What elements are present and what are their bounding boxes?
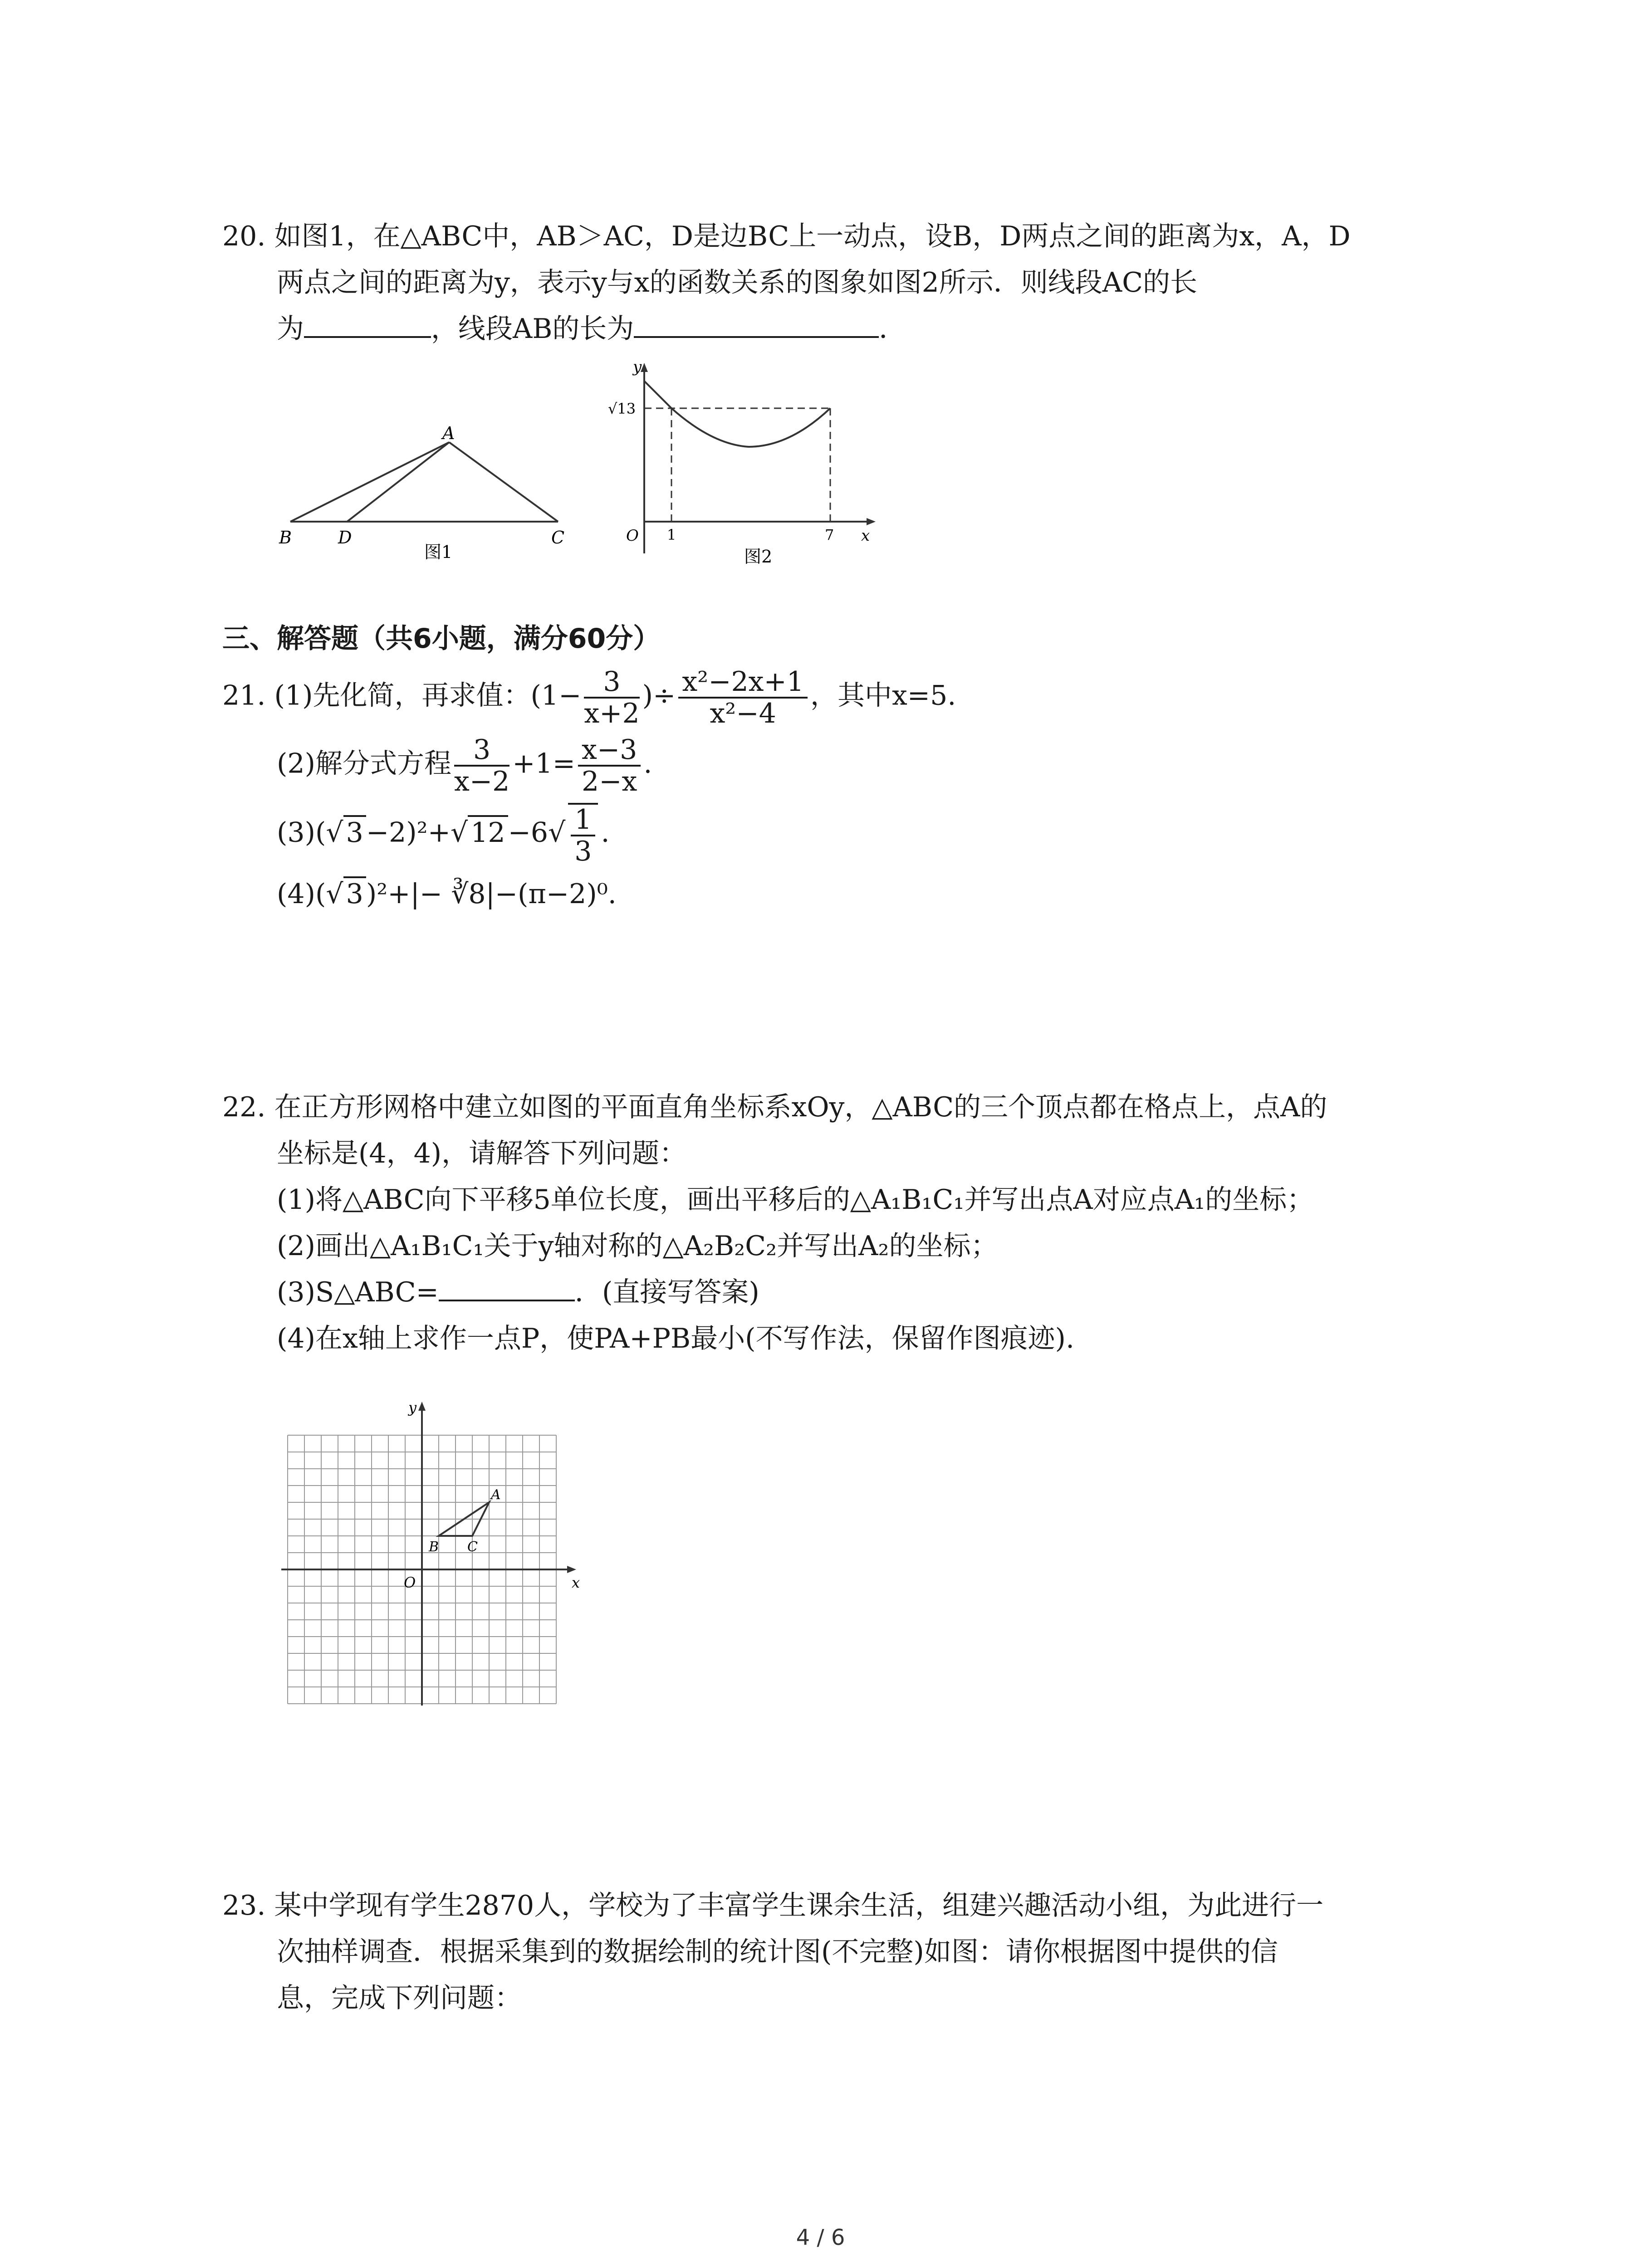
q23-line3: 息，完成下列问题： bbox=[277, 1982, 522, 2014]
q22-line5-suffix: ．(直接写答案) bbox=[574, 1276, 759, 1308]
fig2-label-x: x bbox=[861, 527, 870, 545]
denominator: 3 bbox=[574, 836, 592, 867]
q22-line6: (4)在x轴上求作一点P，使PA+PB最小(不写作法，保留作图痕迹). bbox=[277, 1323, 1075, 1354]
q23-line2: 次抽样调查．根据采集到的数据绘制的统计图(不完整)如图：请你根据图中提供的信 bbox=[277, 1936, 1278, 1968]
fig1-label-d: D bbox=[338, 528, 352, 547]
q22-line5-prefix: (3)S△ABC= bbox=[277, 1276, 439, 1308]
grid-label-b: B bbox=[429, 1539, 439, 1555]
numerator: x²−2x+1 bbox=[678, 667, 808, 699]
grid-label-x: x bbox=[572, 1574, 580, 1591]
q21-frac-x-minus-3 bbox=[578, 735, 641, 797]
q22-line1: 22. 在正方形网格中建立如图的平面直角坐标系xOy，△ABC的三个顶点都在格点上，点A的 bbox=[222, 1091, 1327, 1123]
q21-part3-mid1: −2)²+ bbox=[366, 816, 451, 849]
q22-line2: 坐标是(4，4)，请解答下列问题： bbox=[277, 1138, 687, 1169]
question-21 bbox=[222, 667, 1447, 917]
denominator: x²−4 bbox=[710, 698, 776, 729]
fig1-label-b: B bbox=[279, 528, 292, 547]
page-number: 4 / 6 bbox=[796, 2225, 845, 2250]
q21-part2-prefix: (2)解分式方程 bbox=[277, 748, 451, 780]
question-22 bbox=[222, 1084, 1447, 1362]
radicand-3: 3 bbox=[343, 815, 366, 849]
q20-line3a: 为 bbox=[277, 313, 304, 345]
fig1-label-c: C bbox=[551, 528, 565, 547]
q21-part4: (4)(√ 3 )²+|− ∛8|−(π−2)⁰. bbox=[222, 871, 1447, 917]
q21-part4-mid: )²+|− bbox=[366, 878, 443, 910]
q22-line4: (2)画出△A₁B₁C₁关于y轴对称的△A₂B₂C₂并写出A₂的坐标； bbox=[277, 1230, 998, 1262]
cube-root-8: ∛8 bbox=[451, 878, 486, 910]
answer-blank-ab[interactable] bbox=[634, 309, 879, 338]
denominator: x−2 bbox=[454, 766, 510, 797]
section-heading: 三、解答题（共6小题，满分60分） bbox=[222, 623, 661, 655]
radicand-12: 12 bbox=[468, 815, 508, 849]
q23-line1: 23. 某中学现有学生2870人，学校为了丰富学生课余生活，组建兴趣活动小组，为此进行一 bbox=[222, 1890, 1324, 1921]
q21-part4-prefix: (4)( bbox=[277, 878, 326, 910]
numerator: 1 bbox=[571, 805, 595, 836]
q22-line3: (1)将△ABC向下平移5单位长度，画出平移后的△A₁B₁C₁并写出点A对应点A₁的坐标； bbox=[277, 1184, 1314, 1216]
q21-part2-mid: +1= bbox=[512, 748, 576, 780]
denominator: 2−x bbox=[582, 766, 637, 797]
answer-blank-ac[interactable] bbox=[304, 309, 431, 338]
grid-label-c: C bbox=[467, 1539, 478, 1555]
q21-part3-mid2: −6 bbox=[508, 816, 549, 849]
denominator: x+2 bbox=[584, 698, 640, 729]
fig1-caption: 图1 bbox=[424, 542, 453, 562]
q20-line3c: ． bbox=[879, 313, 906, 345]
question-23 bbox=[222, 1882, 1447, 2021]
question-20 bbox=[222, 213, 1447, 352]
fig2-label-sqrt13: √13 bbox=[608, 400, 636, 417]
q21-frac-3-over-x-plus-2 bbox=[584, 667, 639, 728]
grid-label-y: y bbox=[408, 1399, 417, 1416]
numerator: 3 bbox=[584, 667, 639, 699]
fig2-caption: 图2 bbox=[744, 547, 773, 567]
q21-part1-prefix: 21. (1)先化简，再求值：(1− bbox=[222, 679, 582, 712]
q21-part4-suffix: |−(π−2)⁰. bbox=[485, 878, 617, 910]
radicand-3: 3 bbox=[343, 876, 366, 910]
fig2-tick-1: 1 bbox=[667, 526, 676, 543]
figure-2-function-graph bbox=[590, 354, 889, 572]
numerator: x−3 bbox=[578, 735, 641, 767]
q21-part3: (3)(√ 3 −2)²+√ 12 −6√ $\frac{1}{3}$ . bbox=[277, 804, 610, 867]
q21-frac-3-over-x-minus-2 bbox=[454, 735, 509, 797]
q20-line1: 20. 如图1，在△ABC中，AB＞AC，D是边BC上一动点，设B，D两点之间的距离为x，A，D bbox=[222, 220, 1351, 252]
coordinate-grid-figure bbox=[272, 1397, 590, 1715]
q21-frac-1-over-3 bbox=[568, 803, 598, 866]
fig2-tick-7: 7 bbox=[825, 526, 834, 543]
grid-label-o: O bbox=[404, 1574, 416, 1591]
q21-part3-prefix: (3)( bbox=[277, 816, 326, 849]
q21-part1-suffix: ，其中x=5. bbox=[810, 679, 956, 712]
q21-part3-suffix: . bbox=[601, 816, 610, 849]
fig1-label-a: A bbox=[442, 426, 455, 443]
numerator: 3 bbox=[454, 735, 509, 767]
answer-blank-area[interactable] bbox=[439, 1272, 575, 1301]
fig2-label-o: O bbox=[626, 527, 639, 545]
figure-1-triangle bbox=[272, 426, 590, 562]
q21-part1-mid: )÷ bbox=[642, 679, 676, 712]
q20-line2: 两点之间的距离为y，表示y与x的函数关系的图象如图2所示．则线段AC的长 bbox=[277, 267, 1198, 298]
q20-line3b: ，线段AB的长为 bbox=[431, 313, 634, 345]
fig2-label-y: y bbox=[633, 358, 642, 376]
grid-label-a: A bbox=[491, 1487, 501, 1503]
q21-part2-suffix: . bbox=[643, 748, 652, 780]
q21-frac-poly bbox=[678, 667, 808, 728]
